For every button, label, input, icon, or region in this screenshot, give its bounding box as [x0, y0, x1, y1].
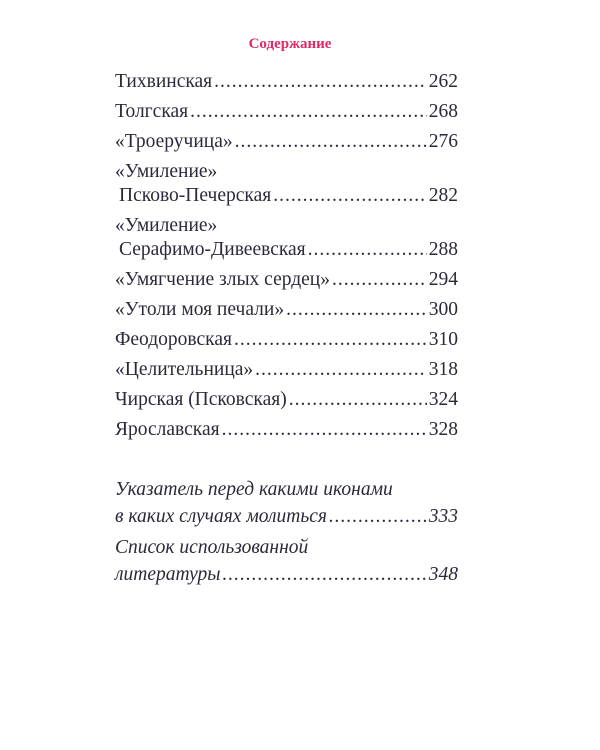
toc-entry-title: «Умиление» — [115, 161, 218, 182]
toc-page-number: 328 — [428, 419, 458, 440]
toc-entry[interactable] — [115, 358, 458, 382]
toc-page-number: 268 — [428, 101, 458, 122]
toc-entry-title: литературы — [115, 564, 221, 585]
toc-entry[interactable] — [115, 418, 458, 442]
toc-entry-title: Феодоровская — [115, 329, 232, 350]
toc-page-number: 262 — [428, 71, 458, 92]
toc-entry-title: Ярославская — [115, 419, 220, 440]
toc-entry[interactable] — [115, 70, 458, 94]
toc-entry-title: Список использованной — [115, 537, 309, 558]
toc-page-number: 310 — [428, 329, 458, 350]
toc-entry[interactable] — [115, 160, 458, 208]
toc-entry-title: Тихвинская — [115, 71, 213, 92]
toc-entry[interactable] — [115, 214, 458, 262]
toc-page-number: 333 — [428, 506, 458, 527]
toc-page-number: 288 — [428, 239, 458, 260]
toc-page-number: 276 — [428, 131, 458, 152]
toc-entry[interactable] — [115, 130, 458, 154]
dot-leader — [329, 503, 427, 530]
dot-leader — [222, 418, 427, 442]
toc-entry-title: Псково-Печерская — [119, 185, 272, 206]
toc-entry-title: Указатель перед какими иконами — [115, 479, 393, 500]
toc-page-number: 300 — [428, 299, 458, 320]
dot-leader — [235, 130, 427, 154]
toc-entry[interactable] — [115, 388, 458, 412]
toc-entry[interactable] — [115, 476, 458, 530]
page-title: Содержание — [248, 36, 332, 52]
toc-entry[interactable] — [115, 298, 458, 322]
toc-entry-title: «Целительница» — [115, 359, 254, 380]
toc-entry-title: «Умиление» — [115, 215, 218, 236]
toc-entry[interactable] — [115, 328, 458, 352]
toc-entry-title: «Утоли моя печали» — [115, 299, 285, 320]
toc-entry-title: «Троеручица» — [115, 131, 233, 152]
toc-entry[interactable] — [115, 534, 458, 588]
dot-leader — [190, 100, 427, 124]
toc-entry-title: Толгская — [115, 101, 189, 122]
table-of-contents — [115, 70, 458, 448]
dot-leader — [308, 238, 427, 262]
toc-entry-title: в каких случаях молиться — [115, 506, 327, 527]
dot-leader — [332, 268, 427, 292]
toc-page-number: 324 — [428, 389, 458, 410]
dot-leader — [214, 70, 427, 94]
toc-entry-title: Серафимо-Дивеевская — [119, 239, 306, 260]
dot-leader — [286, 298, 427, 322]
toc-page-number: 318 — [428, 359, 458, 380]
dot-leader — [222, 561, 426, 588]
toc-entry[interactable] — [115, 100, 458, 124]
toc-page-number: 282 — [428, 185, 458, 206]
appendix-contents — [115, 476, 458, 592]
toc-page-number: 294 — [428, 269, 458, 290]
dot-leader — [234, 328, 427, 352]
toc-entry-title: Чирская (Псковская) — [115, 389, 287, 410]
dot-leader — [273, 184, 427, 208]
toc-page-number: 348 — [428, 564, 458, 585]
dot-leader — [255, 358, 427, 382]
toc-entry[interactable] — [115, 268, 458, 292]
toc-entry-title: «Умягчение злых сердец» — [115, 269, 330, 290]
dot-leader — [289, 388, 427, 412]
